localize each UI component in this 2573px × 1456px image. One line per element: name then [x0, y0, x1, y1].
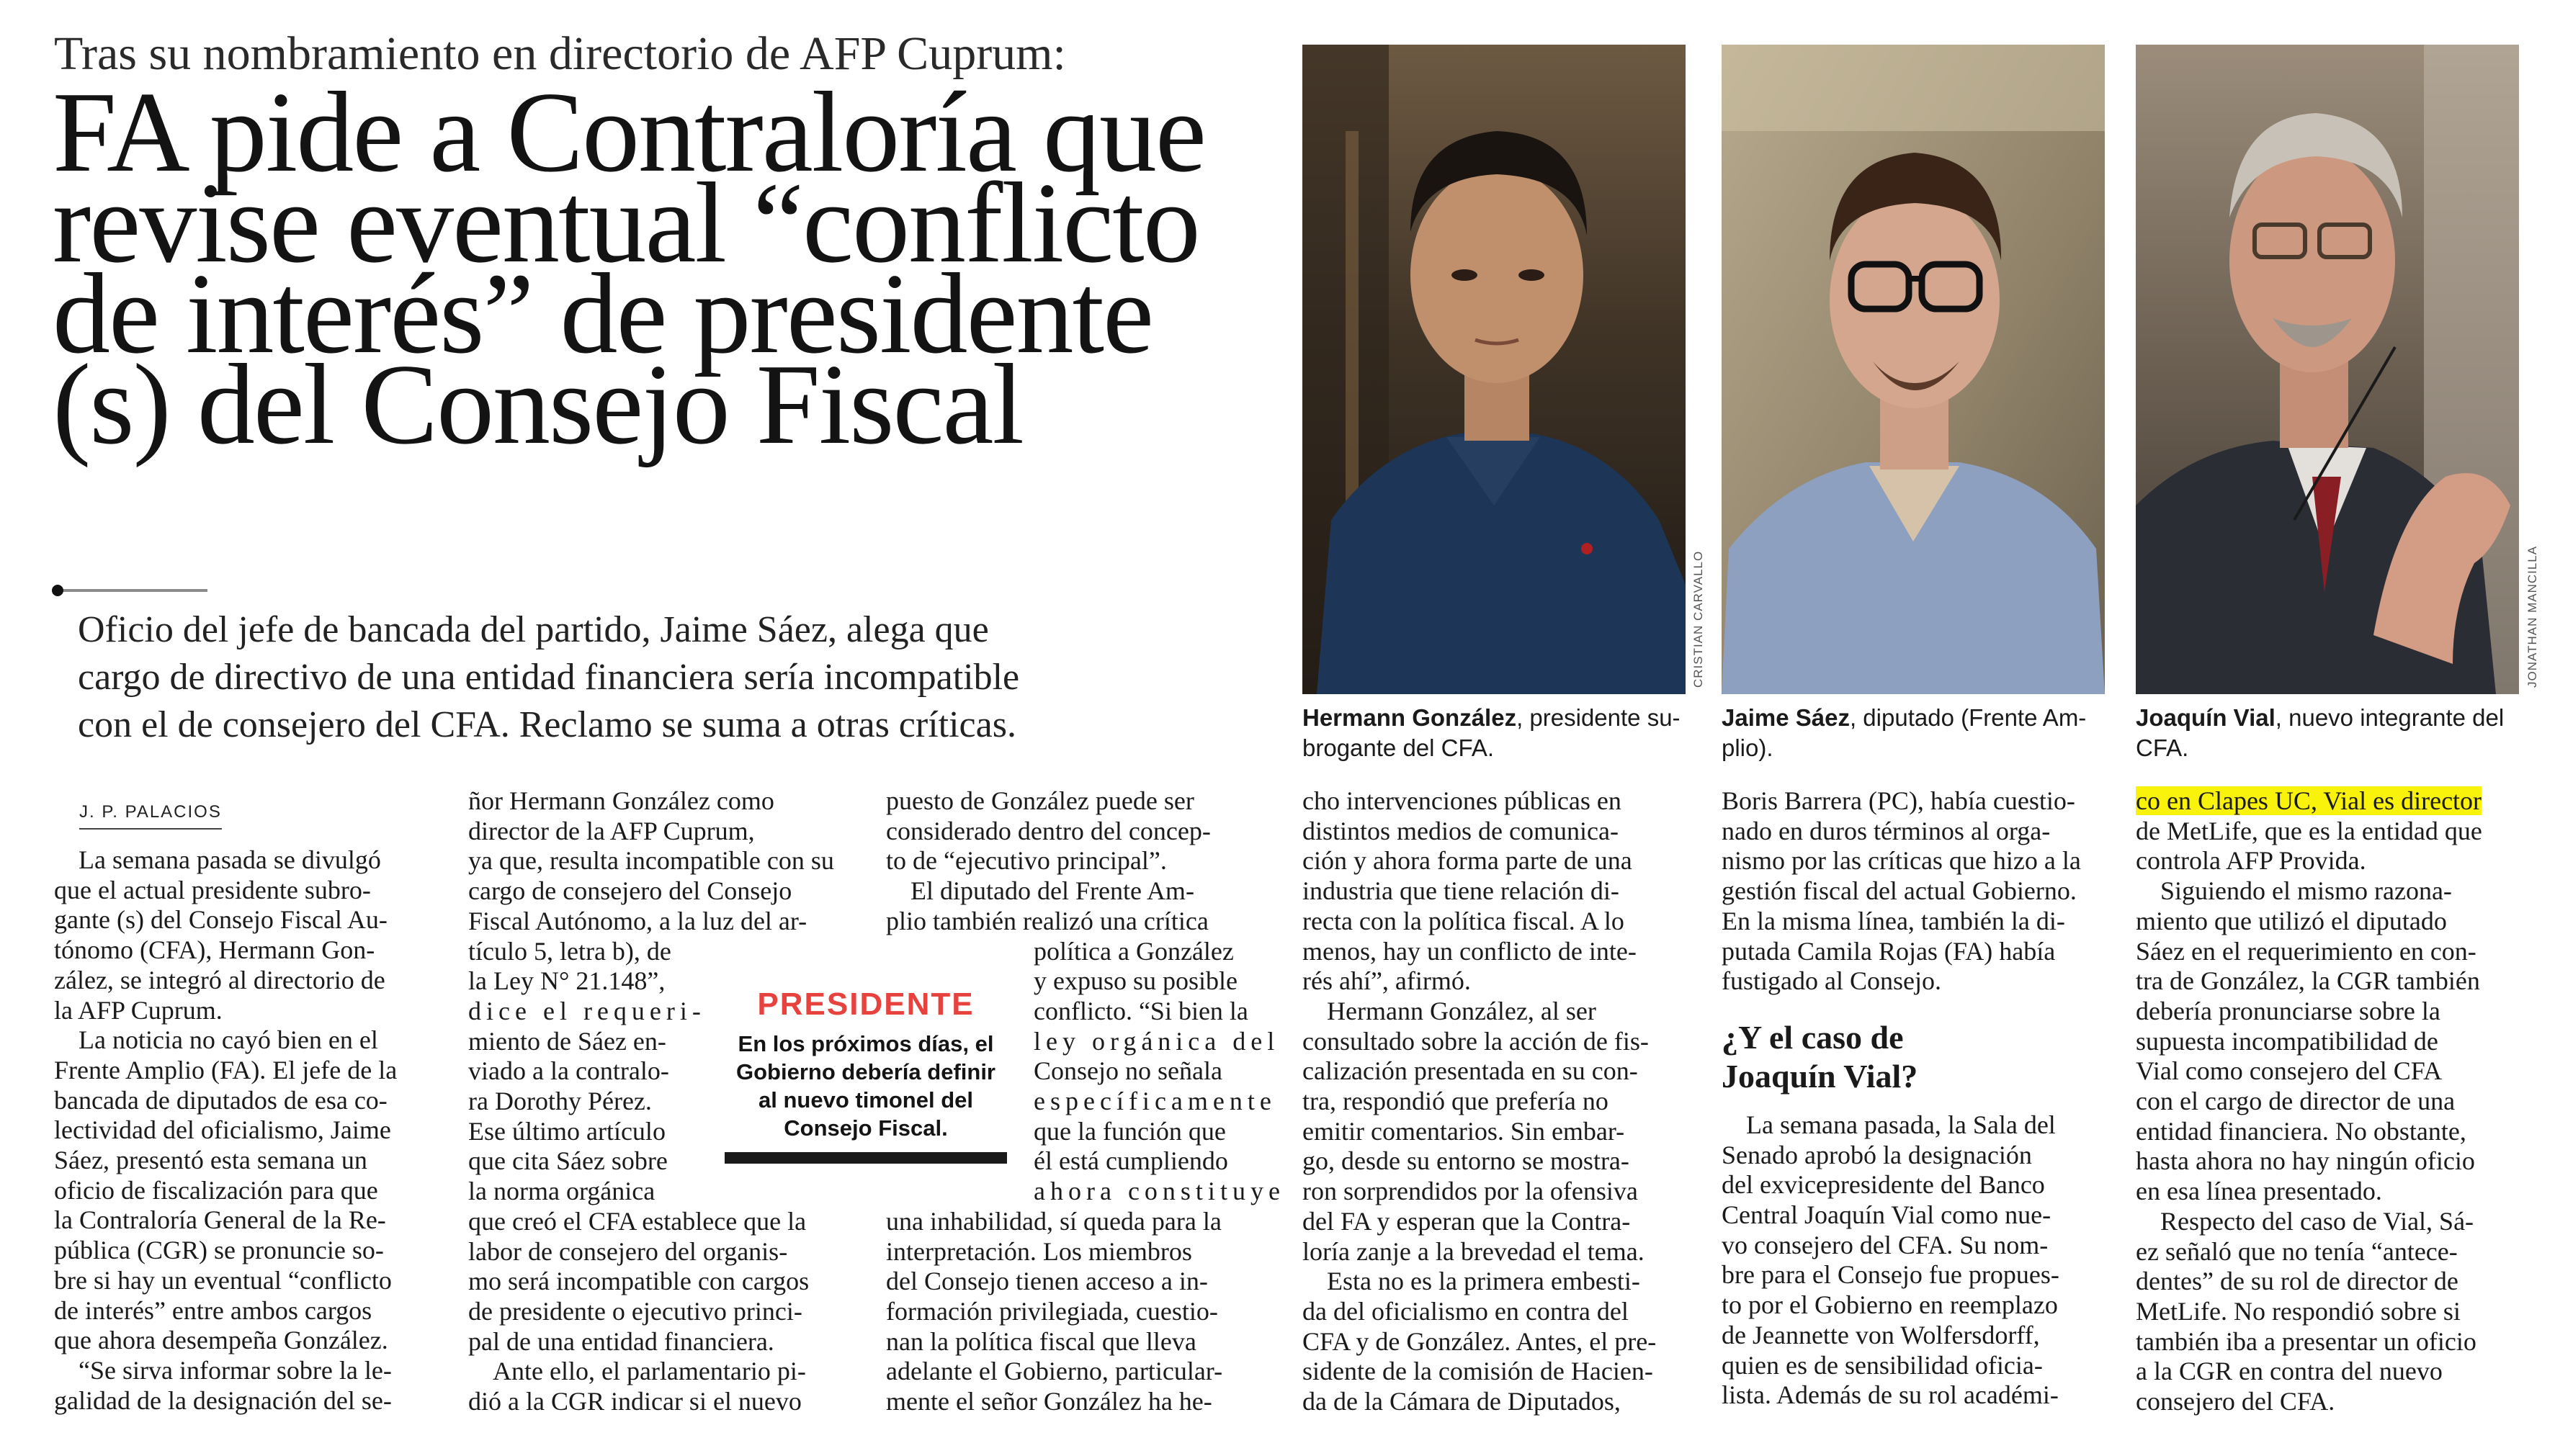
photo-jaime-saez	[1722, 45, 2105, 694]
deck-line: con el de consejero del CFA. Reclamo se suma a otras críticas.	[78, 704, 1016, 745]
text-line: ra Dorothy Pérez.	[468, 1087, 652, 1116]
text-line: debería pronunciarse sobre la	[2136, 996, 2440, 1025]
text-line: que cita Sáez sobre	[468, 1146, 668, 1176]
text-line: menos, hay un conflicto de inte-	[1302, 936, 1637, 966]
text-line: tra de González, la CGR también	[2136, 966, 2480, 996]
text-line: miento de Sáez en-	[468, 1026, 666, 1056]
text-line: una inhabilidad, sí queda para la	[886, 1206, 1222, 1236]
text-line: hasta ahora no hay ningún oficio	[2136, 1146, 2475, 1176]
text-line: ñor Hermann González como	[468, 786, 774, 815]
caption-text: CFA.	[2136, 734, 2189, 761]
text-line: sidente de la comisión de Hacien-	[1302, 1357, 1653, 1386]
pull-quote-rule	[725, 1152, 1007, 1164]
text-line: considerado dentro del concep-	[886, 816, 1211, 845]
text-line: da de la Cámara de Diputados,	[1302, 1387, 1621, 1416]
text-line: la Contraloría General de la Re-	[54, 1205, 386, 1235]
pull-quote-line: al nuevo timonel del	[759, 1087, 973, 1113]
portrait-image	[1302, 45, 1686, 694]
headline-line: (s) del Consejo Fiscal	[53, 340, 1023, 468]
text-line: to de “ejecutivo principal”.	[886, 846, 1167, 876]
text-line: con el cargo de director de una	[2136, 1087, 2456, 1116]
text-line: Vial como consejero del CFA	[2136, 1056, 2443, 1086]
photo-caption-hermann-gonzalez	[1302, 703, 1691, 763]
text-line: La semana pasada, la Sala del	[1746, 1110, 2056, 1139]
photo-joaquin-vial	[2136, 45, 2519, 694]
text-line: mente el señor González ha he-	[886, 1387, 1212, 1416]
text-line: cho intervenciones públicas en	[1302, 786, 1621, 815]
deck-line: Oficio del jefe de bancada del partido, Jaime Sáez, alega que	[78, 609, 989, 650]
caption-text: , presidente su-	[1516, 704, 1681, 731]
headline-line: revise eventual “conflicto	[53, 158, 1199, 287]
caption-name: Jaime Sáez	[1722, 704, 1850, 731]
text-line: pal de una entidad financiera.	[468, 1326, 774, 1356]
caption-name: Joaquín Vial	[2136, 704, 2276, 731]
text-line: Ante ello, el parlamentario pi-	[493, 1357, 806, 1386]
text-line: lectividad del oficialismo, Jaime	[54, 1115, 391, 1145]
text-line: dentes” de su rol de director de	[2136, 1267, 2458, 1296]
text-line: Hermann González, al ser	[1327, 996, 1596, 1025]
text-line: del exvicepresidente del Banco	[1722, 1170, 2045, 1200]
portrait-image	[2136, 45, 2519, 694]
text-line: La noticia no cayó bien en el	[79, 1025, 378, 1055]
text-line: oficio de fiscalización para que	[54, 1175, 378, 1205]
text-line: la Ley N° 21.148”,	[468, 966, 666, 996]
text-line: del Consejo tienen acceso a in-	[886, 1267, 1208, 1296]
caption-text: plio).	[1722, 734, 1773, 761]
text-line: ron sorprendidos por la ofensiva	[1302, 1177, 1638, 1206]
photo-caption-jaime-saez	[1722, 703, 2111, 763]
column-4	[1302, 786, 1702, 1417]
text-line: to por el Gobierno en reemplazo	[1722, 1290, 2058, 1320]
deck-bullet-icon	[52, 585, 63, 596]
text-line: controla AFP Provida.	[2136, 846, 2366, 876]
text-line: Respecto del caso de Vial, Sá-	[2160, 1206, 2474, 1236]
text-line: ya que, resulta incompatible con su	[468, 846, 834, 876]
text-line: consejero del CFA.	[2136, 1387, 2335, 1416]
subhead	[1722, 1018, 2121, 1096]
text-line: Sáez, presentó esta semana un	[54, 1146, 367, 1175]
headline-line: de interés” de presidente	[53, 249, 1153, 377]
text-line: que el actual presidente subro-	[54, 875, 371, 904]
text-line: zález, se integró al directorio de	[54, 965, 385, 994]
byline: J. P. PALACIOS	[79, 802, 222, 830]
text-line: Siguiendo el mismo razona-	[2160, 876, 2452, 906]
text-line: la norma orgánica	[468, 1177, 655, 1206]
text-line: lista. Además de su rol académi-	[1722, 1380, 2059, 1410]
text-line: quien es de sensibilidad oficia-	[1722, 1350, 2043, 1380]
text-line: nado en duros términos al orga-	[1722, 816, 2051, 845]
text-line: ción y ahora forma parte de una	[1302, 846, 1632, 876]
column-1	[54, 845, 454, 1416]
text-line: mo será incompatible con cargos	[468, 1267, 810, 1296]
text-line: tículo 5, letra b), de	[468, 936, 671, 966]
photo-credit: JONATHAN MANCILLA	[2525, 545, 2539, 688]
text-line: que creó el CFA establece que la	[468, 1206, 807, 1236]
text-line: que la función que	[1034, 1116, 1226, 1146]
text-line: formación privilegiada, cuestio-	[886, 1296, 1218, 1326]
text-line: Sáez en el requerimiento en con-	[2136, 936, 2476, 966]
text-line: consultado sobre la acción de fis-	[1302, 1026, 1649, 1056]
text-line: entidad financiera. No obstante,	[2136, 1116, 2466, 1146]
text-line: de interés” entre ambos cargos	[54, 1295, 372, 1325]
subhead-line: ¿Y el caso de	[1722, 1018, 1904, 1056]
text-line: supuesta incompatibilidad de	[2136, 1026, 2438, 1056]
text-line: dió a la CGR indicar si el nuevo	[468, 1387, 802, 1416]
text-line: galidad de la designación del se-	[54, 1385, 392, 1415]
text-line: Central Joaquín Vial como nue-	[1722, 1200, 2051, 1230]
text-line: bre si hay un eventual “conflicto	[54, 1265, 392, 1295]
text-line: gestión fiscal del actual Gobierno.	[1722, 876, 2077, 906]
text-line: ez señaló que no tenía “antece-	[2136, 1236, 2458, 1266]
text-line: Senado aprobó la designación	[1722, 1140, 2032, 1169]
text-line: en esa línea presentado.	[2136, 1177, 2382, 1206]
text-line: miento que utilizó el diputado	[2136, 906, 2447, 935]
portrait-image	[1722, 45, 2105, 694]
caption-name: Hermann González	[1302, 704, 1517, 731]
text-line: MetLife. No respondió sobre si	[2136, 1296, 2461, 1326]
caption-text: , nuevo integrante del	[2275, 704, 2505, 731]
text-line: que ahora desempeña González.	[54, 1326, 388, 1355]
caption-text: , diputado (Frente Am-	[1849, 704, 2087, 731]
text-line: interpretación. Los miembros	[886, 1236, 1192, 1266]
text-line: plio también realizó una crítica	[886, 906, 1209, 935]
text-line: Consejo no señala	[1034, 1056, 1222, 1086]
deck-line: cargo de directivo de una entidad financiera sería incompatible	[78, 657, 1020, 698]
column-5	[1722, 786, 2121, 1411]
text-line: de presidente o ejecutivo princi-	[468, 1296, 802, 1326]
text-line: recta con la política fiscal. A lo	[1302, 906, 1624, 935]
text-line: ahora constituye	[1034, 1177, 1285, 1206]
text-line: Fiscal Autónomo, a la luz del ar-	[468, 906, 807, 935]
text-line: “Se sirva informar sobre la le-	[79, 1355, 392, 1385]
text-line: viado a la contralo-	[468, 1056, 669, 1086]
text-line: tónomo (CFA), Hermann Gon-	[54, 935, 375, 965]
text-line: política a González	[1034, 936, 1234, 966]
text-line: vo consejero del CFA. Su nom-	[1722, 1230, 2049, 1259]
pull-quote-body	[725, 1030, 1007, 1142]
pull-quote-title: PRESIDENTE	[757, 987, 975, 1022]
deck-rule	[56, 589, 207, 592]
pull-quote	[725, 987, 1007, 1164]
text-line: Esta no es la primera embesti-	[1327, 1267, 1640, 1296]
caption-text: brogante del CFA.	[1302, 734, 1494, 761]
text-line: dice el requeri-	[468, 996, 706, 1025]
column-6	[2136, 786, 2536, 1417]
text-line: da del oficialismo en contra del	[1302, 1296, 1629, 1326]
text-line: pública (CGR) se pronuncie so-	[54, 1236, 384, 1265]
pull-quote-line: En los próximos días, el	[738, 1031, 994, 1056]
text-line: go, desde su entorno se mostra-	[1302, 1146, 1629, 1176]
text-line: nismo por las críticas que hizo a la	[1722, 846, 2081, 876]
text-line: nan la política fiscal que lleva	[886, 1326, 1196, 1356]
text-line: industria que tiene relación di-	[1302, 876, 1619, 906]
photo-credit: CRISTIAN CARVALLO	[1691, 550, 1705, 688]
text-line: En la misma línea, también la di-	[1722, 906, 2065, 935]
text-line: loría zanje a la brevedad el tema.	[1302, 1236, 1645, 1266]
text-line: también iba a presentar un oficio	[2136, 1326, 2476, 1356]
text-line: Ese último artículo	[468, 1116, 666, 1146]
text-line: cargo de consejero del Consejo	[468, 876, 792, 906]
text-line: y expuso su posible	[1034, 966, 1238, 996]
text-line: bre para el Consejo fue propues-	[1722, 1260, 2059, 1290]
text-line: calización presentada en su con-	[1302, 1056, 1638, 1086]
text-line: director de la AFP Cuprum,	[468, 816, 755, 845]
text-line: él está cumpliendo	[1034, 1146, 1228, 1176]
deck	[78, 606, 1266, 749]
text-line: La semana pasada se divulgó	[79, 845, 381, 874]
text-line: gante (s) del Consejo Fiscal Au-	[54, 905, 388, 935]
text-line: rés ahí”, afirmó.	[1302, 966, 1471, 996]
text-line: ley orgánica del	[1034, 1026, 1280, 1056]
text-line: del FA y esperan que la Contra-	[1302, 1206, 1631, 1236]
photo-hermann-gonzalez	[1302, 45, 1686, 694]
text-line: a la CGR en contra del nuevo	[2136, 1357, 2443, 1386]
text-line: El diputado del Frente Am-	[910, 876, 1194, 906]
headline	[53, 68, 1277, 468]
highlighted-text: co en Clapes UC, Vial es director	[2136, 786, 2482, 815]
text-line: de MetLife, que es la entidad que	[2136, 816, 2482, 845]
text-line: la AFP Cuprum.	[54, 995, 223, 1025]
subhead-line: Joaquín Vial?	[1722, 1057, 1918, 1095]
text-line: distintos medios de comunica-	[1302, 816, 1619, 845]
text-line: adelante el Gobierno, particular-	[886, 1357, 1223, 1386]
text-line: labor de consejero del organis-	[468, 1236, 788, 1266]
pull-quote-line: Gobierno debería definir	[736, 1059, 995, 1084]
text-line: emitir comentarios. Sin embar-	[1302, 1116, 1625, 1146]
text-line: puesto de González puede ser	[886, 786, 1194, 815]
text-line: CFA y de González. Antes, el pre-	[1302, 1326, 1657, 1356]
text-line: de Jeannette von Wolfersdorff,	[1722, 1320, 2040, 1349]
kicker: Tras su nombramiento en directorio de AFP Cuprum:	[54, 27, 1066, 80]
text-line: putada Camila Rojas (FA) había	[1722, 936, 2056, 966]
text-line: bancada de diputados de esa co-	[54, 1085, 388, 1115]
pull-quote-line: Consejo Fiscal.	[784, 1115, 948, 1141]
text-line: Frente Amplio (FA). El jefe de la	[54, 1055, 398, 1084]
text-line: tra, respondió que prefería no	[1302, 1087, 1608, 1116]
text-line: fustigado al Consejo.	[1722, 966, 1941, 996]
text-line: Boris Barrera (PC), había cuestio-	[1722, 786, 2075, 815]
text-line: conflicto. “Si bien la	[1034, 996, 1248, 1025]
headline-line: FA pide a Contraloría que	[53, 68, 1205, 196]
photo-caption-joaquin-vial	[2136, 703, 2525, 763]
text-line: específicamente	[1034, 1087, 1276, 1116]
